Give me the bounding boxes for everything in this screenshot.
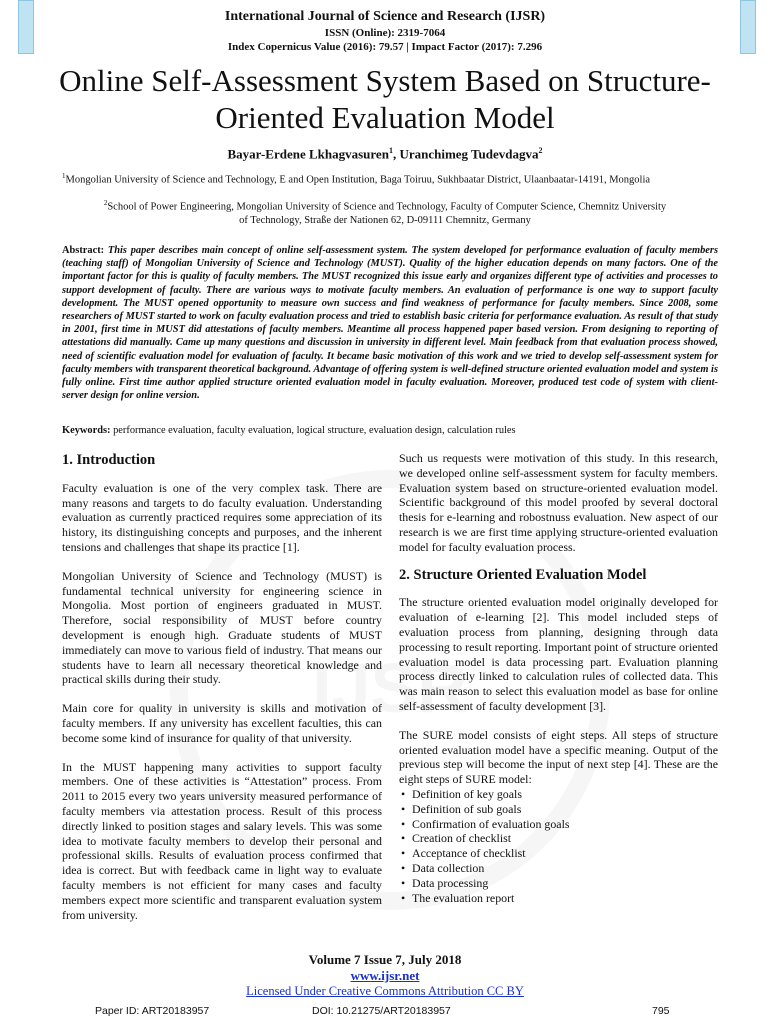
section-1-heading: 1. Introduction [62,452,156,468]
aff2-sup: 2 [103,199,108,207]
paper-id: Paper ID: ART20183957 [95,1005,210,1017]
intro-paragraph-1: Faculty evaluation is one of the very complex task. There are many reasons and targets to do faculty evaluation. Understanding evaluation as currently practiced requires some appreciation of its history, its distinguishing concepts and purposes, and the inherent tensions and challenges that shape its practice [1]. [62,480,382,554]
list-item: • The evaluation report [401,890,515,905]
doi: DOI: 10.21275/ART20183957 [312,1005,451,1017]
authors [40,146,730,162]
keywords-label: Keywords: [62,425,114,436]
paper-title [40,62,730,136]
journal-name: International Journal of Science and Research (IJSR) [224,9,546,24]
index-impact: Index Copernicus Value (2016): 79.57 | Impact Factor (2017): 7.296 [227,41,543,53]
section-2-heading: 2. Structure Oriented Evaluation Model [399,566,647,583]
intro-paragraph-4: In the MUST happening many activities to support faculty members. One of these activities is “Attestation” process. From 2011 to 2015 every two years university measured performance of faculty members via attestation process. Result of this process directly linked to position stages and salary levels. This was some idea to motivate faculty members to develop their personal and professional skills. Results of evaluation process confirmed that idea is correct. But with feedback came in light way to evaluate faculty members is not efficient for many cases and faculty members expect more scientific and transparent evaluation system from university. [62,759,382,922]
list-item: • Confirmation of evaluation goals [401,816,570,831]
intro-paragraph-3: Main core for quality in university is skills and motivation of faculty members. If any university has excellent faculties, this can become some kind of insurance for quality of that university. [62,701,382,745]
author-2: Uranchimeg Tudevdagva [399,146,539,162]
aff2-line-2: of Technology, Straße der Nationen 62, D-09111 Chemnitz, Germany [239,214,531,226]
model-paragraph-2: The SURE model consists of eight steps. All steps of structure oriented evaluation model have a specific meaning. Output of the previous step will become the input of next step [4]. These are the eight steps of SURE model: [399,727,718,787]
list-item: • Definition of sub goals [401,801,522,816]
list-item: • Creation of checklist [401,831,512,846]
affiliation-2 [40,197,730,227]
author-2-sup: 2 [538,146,543,155]
abstract [62,244,718,402]
license-link[interactable]: Licensed Under Creative Commons Attribution CC BY [246,984,524,998]
journal-url-link[interactable]: www.ijsr.net [350,968,420,983]
intro-paragraph-2: Mongolian University of Science and Technology (MUST) is fundamental technical university for engineering science in Mongolia. Most portion of engineers graduated in MUST. Therefore, social responsibility of MUST before country development is enough high. Graduate students of MUST immediately can move to various field of industry. That means our students have to learn all necessary theoretical knowledge and practical skills during their study. [62,568,382,687]
right-column [399,451,718,905]
list-item: • Definition of key goals [401,786,522,801]
keywords-text: performance evaluation, faculty evaluation, logical structure, evaluation design, calculation rules [113,425,516,436]
abstract-label: Abstract: [62,245,108,256]
author-1-sup: 1 [388,146,393,155]
author-1: Bayar-Erdene Lkhagvasuren [227,146,389,162]
title-line-1: Online Self-Assessment System Based on Structure- [59,63,711,98]
list-item: • Data processing [401,875,489,890]
abstract-text: This paper describes main concept of online self-assessment system. The system developed for performance evaluation of faculty members (teaching staff) of Mongolian University of Science and Technology (MUST). Quality of the higher education depends on many factors. One of the important factor for this is quality of faculty members. The MUST recognized this issue early and organizes different type of activities and processes to support development of faculty. There are various ways to motivate faculty members. An evaluation of performance is one way to support faculty development. The MUST opened opportunity to measure own success and find weakness of performance for faculty members. Since 2008, some researchers of MUST started to work on faculty evaluation process and tried to establish basic criteria for performance evaluation. As result of that study in 2001, first time in MUST did attestations of faculty members. Meantime all process happened paper based version. From designing to reporting of attestations did manually. Came up many questions and discussion in university in different level. Main feedback from that evaluation process showed, need of scientific evaluation model for evaluation of faculty. It became basic motivation of this work and we tried to develop self-assessment system for faculty members with transparent theoretical background. Advantage of offering system is well-defined structure oriented evaluation model and system is fully online. First time author applied structure oriented evaluation model in faculty evaluation. Moreover, produced test code of system with client-server design for online version. [62,245,718,402]
list-item: • Data collection [401,860,485,875]
left-column [62,453,382,922]
keywords [62,425,722,436]
page-number: 795 [652,1005,670,1017]
aff1-text: Mongolian University of Science and Technology, E and Open Institution, Baga Toiruu, Sukhbaatar District, Ulaanbaatar-14191, Mongolia [65,174,651,186]
author-sep: , [392,146,400,162]
list-item: • Acceptance of checklist [401,846,526,861]
aff1-sup: 1 [62,172,66,180]
affiliation-1 [62,172,732,186]
sure-steps-list [399,787,718,905]
issn: ISSN (Online): 2319-7064 [324,27,446,39]
motivation-paragraph: Such us requests were motivation of this study. In this research, we developed online self-assessment system for faculty members. Evaluation system based on structure-oriented evaluation model. Scientific background of this model proofed by several doctoral thesis for e-learning and robostnuss evaluation. New aspect of our research is we are first time applying structure-oriented evaluation model for faculty evaluation process. [399,451,718,554]
volume-issue: Volume 7 Issue 7, July 2018 [308,952,462,967]
aff2-line-1: $^2$School of Power Engineering, Mongolian University of Science and Technology, Faculty of Computer Science, Chemnitz University [103,199,667,213]
model-paragraph-1: The structure oriented evaluation model originally developed for evaluation of e-learning [2]. This model included steps of evaluation process from planning, designing through data processing to result reporting. Important point of structure oriented evaluation model is data processing part. Evaluation planning process directly linked to calculation rules of collected data. This was main reason to select this evaluation model as base for online self-assessment of faculty development [3]. [399,595,718,713]
title-line-2: Oriented Evaluation Model [215,100,555,135]
